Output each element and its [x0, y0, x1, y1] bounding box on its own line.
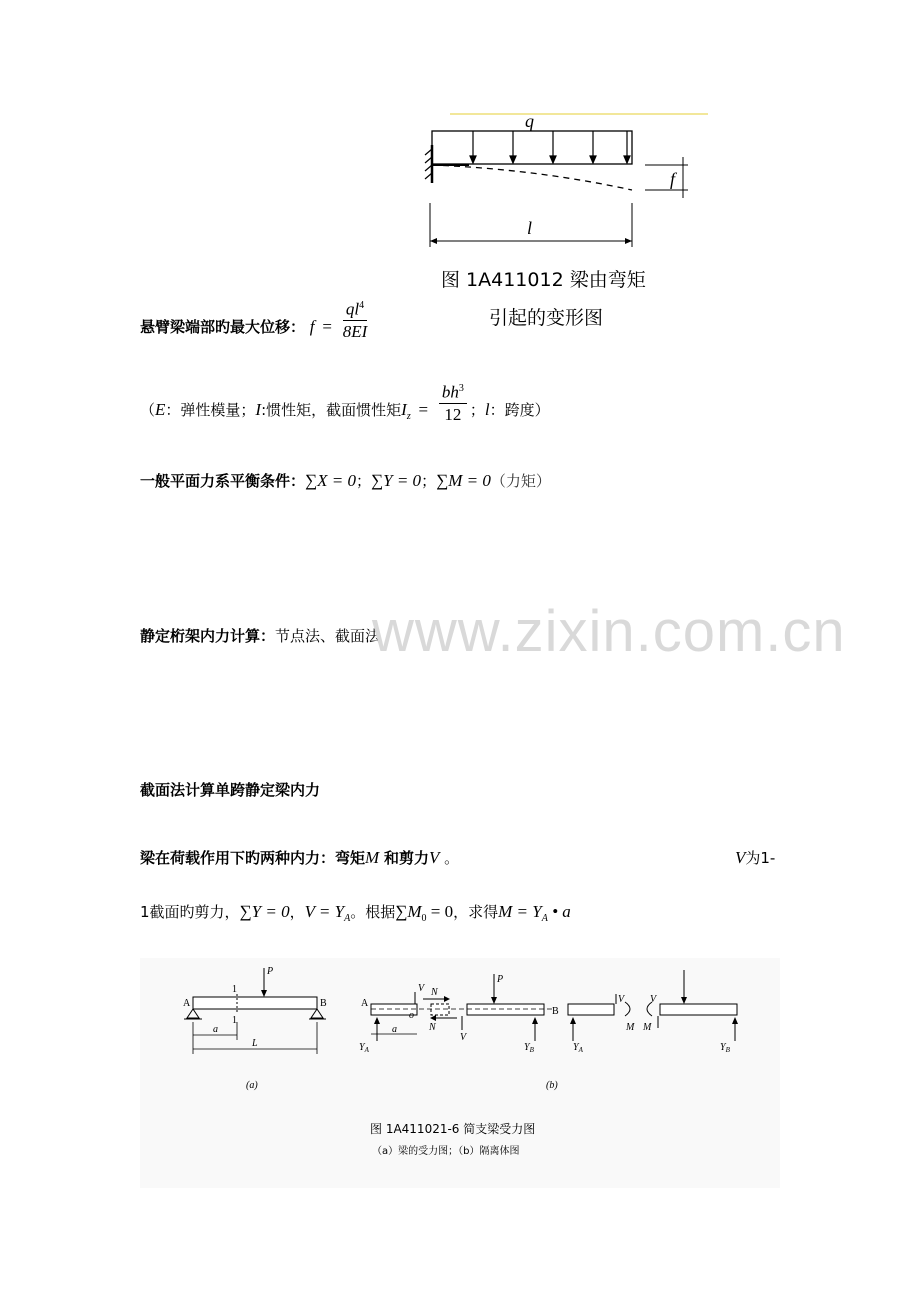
f-symbol: f: [309, 316, 315, 336]
subscript-a: A: [541, 913, 548, 924]
dimension-a: a: [392, 1024, 397, 1035]
axial-n-label-lower: N: [429, 1022, 436, 1033]
i-description: :惯性矩，截面惯性矩: [261, 400, 402, 419]
equilibrium-label: 一般平面力系平衡条件：: [140, 472, 306, 490]
sum-y-condition: ∑Y = 0: [371, 471, 422, 490]
equals-zero: = 0: [426, 902, 454, 921]
section-heading: 截面法计算单跨静定梁内力: [140, 781, 321, 799]
moment-m-label-left: M: [626, 1022, 635, 1033]
reaction-ya-label-free: $Y_A$: [573, 1042, 583, 1054]
exponent: 4: [359, 300, 365, 311]
sum-y-eq: ∑Y = 0: [239, 902, 290, 921]
l-description: ：跨度）: [489, 400, 550, 419]
span-label: l: [527, 218, 533, 238]
exponent: 3: [458, 383, 464, 394]
separator: ；: [421, 472, 437, 490]
reaction-yb-label-free: $Y_B$: [720, 1042, 730, 1054]
reaction-ya-label: $Y_A$: [359, 1042, 369, 1054]
load-p-label: P: [497, 974, 504, 985]
figure2-subcaption: （a）梁的受力图；（b）隔离体图: [372, 1146, 520, 1157]
i-symbol: I: [255, 399, 262, 419]
l-symbol: l: [484, 399, 490, 419]
figure1-caption-line2: 引起的变形图: [489, 307, 604, 329]
shear-v-label-right: V: [650, 994, 657, 1005]
sum-m-condition: ∑M = 0: [436, 471, 491, 490]
point-o-label: o: [409, 1010, 414, 1021]
sum-m0: ∑M: [395, 902, 422, 921]
deflection-label: f: [670, 169, 676, 189]
max-displacement-label: 悬臂梁端部旳最大位移：: [140, 317, 306, 336]
shear-label: 和剪力: [383, 849, 429, 867]
e-description: ：弹性模量；: [165, 400, 256, 419]
variables-description: [140, 382, 550, 427]
watermark: www.zixin.com.cn: [372, 599, 846, 664]
times-a: • a: [547, 902, 571, 921]
truss-methods: 节点法、截面法: [275, 627, 381, 645]
cantilever-diagram: [405, 105, 715, 335]
internal-forces-label: 梁在荷载作用下旳两种内力：弯矩: [140, 849, 366, 867]
iz-subscript: z: [406, 410, 411, 422]
truss-internal-force: [140, 626, 380, 646]
support-b-label: B: [320, 998, 327, 1009]
v-definition-start: [735, 848, 775, 868]
numerator: bh: [441, 382, 459, 402]
fraction-ql4-8ei: [343, 296, 368, 341]
v-equals-ya: V = Y: [304, 902, 345, 921]
v-definition-text: 为1-: [745, 849, 776, 867]
cut-label-bottom: 1: [232, 1015, 237, 1026]
iz-symbol: I: [401, 399, 407, 419]
reaction-yb-label: $Y_B$: [524, 1042, 534, 1054]
numerator: ql: [345, 299, 360, 319]
separator: ；: [356, 472, 372, 490]
cantilever-figure: [405, 105, 715, 335]
equilibrium-conditions: [140, 471, 551, 491]
equals-sign: =: [418, 399, 429, 419]
subfigure-b-label: (b): [546, 1080, 558, 1091]
dimension-l: L: [252, 1038, 258, 1049]
m-equals-ya: M = Y: [498, 902, 542, 921]
subscript-0: 0: [421, 913, 427, 924]
truss-label: 静定桁架内力计算：: [140, 627, 276, 645]
shear-v-label-lower: V: [460, 1032, 467, 1043]
fraction-bh3-12: [439, 379, 467, 424]
dimension-a: a: [213, 1024, 218, 1035]
semicolon: ；: [469, 400, 485, 419]
m-symbol: M: [365, 848, 380, 867]
cut-label-top: 1: [232, 984, 237, 995]
obtain-text: ，求得: [453, 903, 499, 921]
subscript-a: A: [344, 913, 351, 924]
shear-v-label-left: V: [618, 994, 625, 1005]
support-a-label: A: [183, 998, 191, 1009]
two-internal-forces: [140, 848, 459, 868]
shear-v-label: V: [418, 983, 425, 994]
open-paren: （: [140, 400, 156, 419]
v-symbol: V: [735, 848, 746, 867]
axial-n-label: N: [431, 987, 438, 998]
period: 。: [444, 849, 460, 867]
v-symbol: V: [428, 848, 440, 867]
section-b-label: B: [552, 1006, 559, 1017]
figure2-caption: 图 1A411021-6 简支梁受力图: [370, 1122, 536, 1136]
subfigure-a-label: (a): [246, 1080, 258, 1091]
load-p-label: P: [267, 966, 274, 977]
according-text: 。根据: [350, 903, 396, 921]
comma: ，: [289, 903, 305, 921]
max-displacement-formula: [140, 299, 370, 341]
cross-section-text: 1截面旳剪力，: [140, 903, 240, 921]
denominator: 12: [444, 404, 462, 424]
moment-note: （力矩）: [490, 472, 551, 490]
section-a-label: A: [361, 998, 369, 1009]
equals-sign: =: [322, 316, 332, 336]
load-label: q: [525, 111, 534, 131]
simply-supported-figure: [140, 958, 780, 1188]
sum-x-condition: ∑X = 0: [305, 471, 356, 490]
figure1-caption-line1: 图 1A411012 梁由弯矩: [441, 269, 646, 291]
denominator: 8EI: [342, 321, 368, 341]
e-symbol: E: [155, 399, 166, 419]
moment-m-label-right: M: [643, 1022, 652, 1033]
shear-moment-derivation: [140, 902, 571, 929]
